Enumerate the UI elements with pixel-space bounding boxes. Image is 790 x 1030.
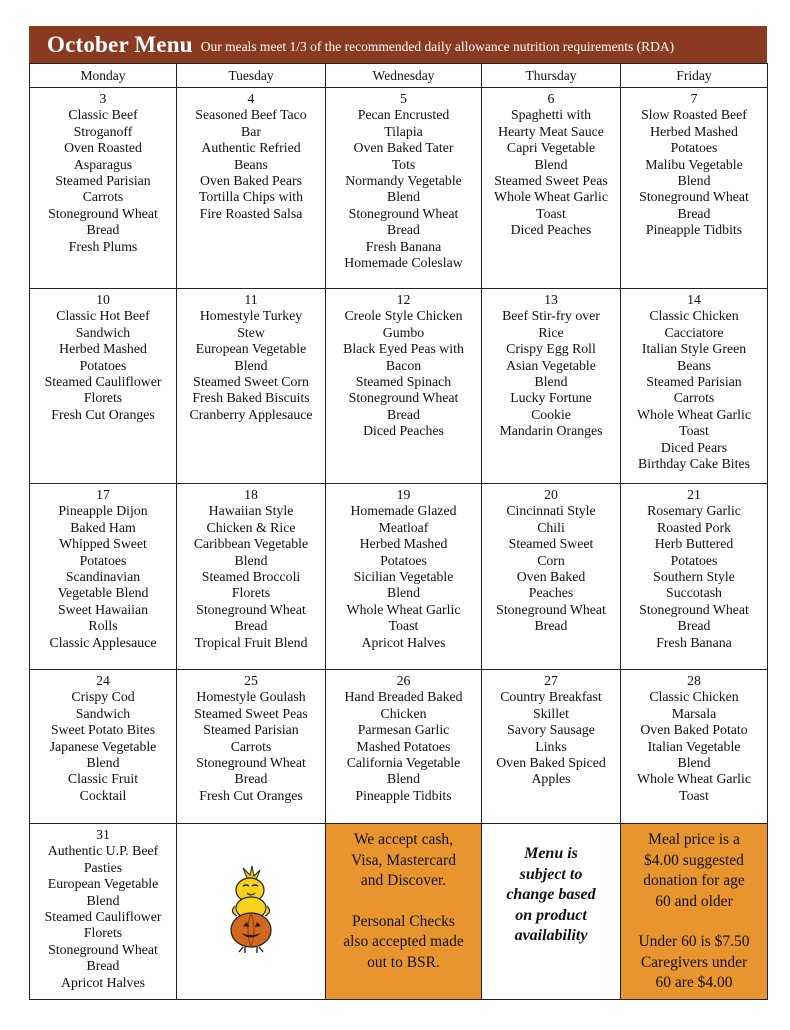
day-number: 24 <box>96 673 110 688</box>
day-number: 21 <box>687 487 701 502</box>
menu-item-line: Bread <box>387 406 420 422</box>
menu-item-line: Slow Roasted Beef <box>641 107 747 123</box>
menu-item-line: Steamed Cauliflower <box>44 374 162 390</box>
menu-item-line: Cocktail <box>79 787 127 803</box>
menu-item-line: Fresh Banana <box>656 634 732 650</box>
day-number: 17 <box>96 487 110 502</box>
menu-item-line: Homestyle Turkey <box>199 308 303 324</box>
menu-item-line: Bar <box>241 123 261 139</box>
menu-item-line: Stroganoff <box>73 123 133 139</box>
menu-item-line: Bread <box>234 771 268 787</box>
menu-item-line: Mandarin Oranges <box>499 423 603 439</box>
menu-notice-line: Menu is <box>524 845 578 862</box>
day-cell-27 <box>482 670 621 824</box>
day-number: 6 <box>547 91 555 106</box>
menu-item-line: Scandinavian <box>65 569 141 585</box>
menu-item-line: Bread <box>387 222 420 238</box>
menu-item-line: Chicken & Rice <box>206 519 296 535</box>
menu-item-line: Normandy Vegetable <box>345 173 462 189</box>
menu-item-line: Pineapple Dijon <box>58 503 148 519</box>
weekday-header: Monday <box>30 64 177 88</box>
menu-item-line: Blend <box>534 156 568 172</box>
menu-calendar <box>29 63 768 1000</box>
menu-item-line: Links <box>535 738 567 754</box>
menu-item-line: Blend <box>86 892 120 908</box>
menu-item-line: Cincinnati Style <box>506 503 596 519</box>
menu-item-line: Succotash <box>666 585 722 601</box>
menu-item-line: Steamed Parisian <box>55 173 151 189</box>
payment-info-line: Personal Checks <box>352 912 455 930</box>
menu-item-line: Fire Roasted Salsa <box>199 205 303 221</box>
day-cell-17 <box>30 484 177 670</box>
day-number: 20 <box>544 487 558 502</box>
menu-item-line: Oven Baked Potato <box>640 722 748 738</box>
menu-item-line: Spaghetti with <box>510 107 592 123</box>
menu-item-line: Toast <box>679 423 709 439</box>
menu-item-line: Herbed Mashed <box>359 536 448 552</box>
menu-item-line: Carrots <box>82 189 124 205</box>
menu-item-line: Whole Wheat Garlic <box>494 189 608 205</box>
menu-item-line: Fresh Banana <box>365 238 442 254</box>
menu-item-line: Tropical Fruit Blend <box>194 634 308 650</box>
day-cell-25 <box>177 670 326 824</box>
menu-item-line: Blend <box>387 189 420 205</box>
menu-item-line: Beans <box>234 156 268 172</box>
menu-item-line: Toast <box>388 618 419 634</box>
menu-item-line: Steamed Spinach <box>355 374 452 390</box>
menu-item-line: Stoneground Wheat <box>639 601 749 617</box>
mascot-cell <box>177 824 326 1000</box>
day-number: 5 <box>400 91 407 106</box>
day-cell-19 <box>326 484 482 670</box>
menu-item-line: Italian Vegetable <box>647 738 741 754</box>
menu-item-line: Skillet <box>532 705 570 721</box>
menu-item-line: Carrots <box>230 738 272 754</box>
day-number: 18 <box>244 487 258 502</box>
menu-item-line: Steamed Parisian <box>203 722 299 738</box>
menu-item-line: Bread <box>86 958 120 974</box>
menu-item-line: Steamed Parisian <box>646 374 742 390</box>
menu-item-line: Homestyle Goulash <box>196 689 306 705</box>
menu-item-line: Toast <box>679 787 709 803</box>
menu-item-line: Stoneground Wheat <box>639 189 749 205</box>
menu-item-line: Authentic U.P. Beef <box>47 843 159 859</box>
weekday-header: Wednesday <box>326 64 482 88</box>
menu-item-line: Hand Breaded Baked <box>344 689 463 705</box>
menu-item-line: Stoneground Wheat <box>348 390 459 406</box>
week-row-1 <box>30 88 768 289</box>
day-cell-13 <box>482 289 621 484</box>
menu-item-line: Stoneground Wheat <box>48 205 158 221</box>
menu-item-line: Classic Fruit <box>67 771 139 787</box>
menu-item-line: Fresh Baked Biscuits <box>192 390 310 406</box>
weekday-header: Friday <box>621 64 768 88</box>
menu-notice-line: change based <box>506 886 596 903</box>
menu-item-line: Fresh Cut Oranges <box>199 787 303 803</box>
day-number: 14 <box>687 292 701 307</box>
day-number: 10 <box>96 292 110 307</box>
menu-item-line: Japanese Vegetable <box>49 738 157 754</box>
menu-item-line: Steamed Sweet Corn <box>193 374 309 390</box>
weekday-header: Thursday <box>482 64 621 88</box>
menu-item-line: Blend <box>387 771 420 787</box>
menu-item-line: Sicilian Vegetable <box>353 569 454 585</box>
menu-item-line: Crispy Cod <box>71 689 135 705</box>
day-cell-20 <box>482 484 621 670</box>
payment-info-line: We accept cash, <box>353 831 453 848</box>
menu-item-line: Pineapple Tidbits <box>355 787 452 803</box>
menu-item-line: Creole Style Chicken <box>344 308 463 324</box>
menu-notice-line: availability <box>514 927 588 944</box>
menu-item-line: California Vegetable <box>346 755 461 771</box>
menu-item-line: Asparagus <box>73 156 133 172</box>
menu-item-line: Tots <box>391 156 416 172</box>
menu-item-line: Fresh Plums <box>68 238 138 254</box>
menu-item-line: Carrots <box>673 390 715 406</box>
day-number: 11 <box>244 292 258 307</box>
page-title: October Menu <box>47 31 193 57</box>
menu-notice-line: subject to <box>519 865 583 883</box>
menu-item-line: Apples <box>531 771 571 787</box>
menu-item-line: Steamed Broccoli <box>201 569 301 585</box>
menu-item-line: Fresh Cut Oranges <box>51 406 155 422</box>
menu-item-line: Potatoes <box>380 552 427 568</box>
menu-item-line: Sweet Potato Bites <box>50 722 156 738</box>
day-number: 13 <box>544 292 558 307</box>
menu-item-line: Classic Hot Beef <box>56 308 150 324</box>
menu-item-line: Lucky Fortune <box>510 390 592 406</box>
menu-item-line: Cranberry Applesauce <box>189 406 313 422</box>
day-cell-18 <box>177 484 326 670</box>
menu-item-line: Diced Pears <box>660 439 728 455</box>
menu-item-line: Whipped Sweet <box>59 536 147 552</box>
week-row-3 <box>30 484 768 670</box>
menu-item-line: Florets <box>83 925 123 941</box>
menu-item-line: Beans <box>677 357 711 373</box>
menu-item-line: Oven Baked Pears <box>200 173 302 189</box>
menu-item-line: Classic Chicken <box>649 689 739 705</box>
menu-item-line: Pineapple Tidbits <box>645 222 743 238</box>
day-cell-21 <box>621 484 768 670</box>
menu-item-line: Blend <box>534 374 568 390</box>
menu-item-line: Mashed Potatoes <box>356 738 451 754</box>
meal-price-line: Caregivers under <box>640 953 748 971</box>
day-cell-5 <box>326 88 482 289</box>
day-cell-6 <box>482 88 621 289</box>
menu-item-line: Cookie <box>531 406 571 422</box>
menu-item-line: Whole Wheat Garlic <box>346 601 461 617</box>
menu-item-line: Sandwich <box>75 705 131 721</box>
menu-item-line: Steamed Sweet Peas <box>494 173 608 189</box>
menu-item-line: Apricot Halves <box>361 634 446 650</box>
menu-item-line: Sandwich <box>75 324 131 340</box>
day-number: 12 <box>396 292 411 307</box>
menu-item-line: Classic Beef <box>68 107 138 123</box>
menu-item-line: Vegetable Blend <box>57 585 149 601</box>
meal-price-line: 60 and older <box>655 892 733 910</box>
weekday-header-row <box>30 64 768 88</box>
menu-item-line: Asian Vegetable <box>506 357 596 373</box>
menu-item-line: Blend <box>387 585 420 601</box>
menu-item-line: Diced Peaches <box>363 423 444 439</box>
day-cell-24 <box>30 670 177 824</box>
menu-item-line: Corn <box>537 552 565 568</box>
menu-item-line: Oven Baked <box>516 569 586 585</box>
menu-item-line: Potatoes <box>670 140 718 156</box>
menu-item-line: Rolls <box>88 618 118 634</box>
menu-item-line: Pecan Encrusted <box>357 107 450 123</box>
day-number: 28 <box>687 673 701 688</box>
menu-item-line: Stew <box>237 324 265 340</box>
menu-item-line: Tortilla Chips with <box>198 189 304 205</box>
menu-item-line: Authentic Refried <box>201 140 301 156</box>
day-number: 27 <box>544 673 558 688</box>
menu-item-line: Rosemary Garlic <box>647 503 741 519</box>
menu-item-line: European Vegetable <box>195 341 307 357</box>
menu-item-line: Herbed Mashed <box>650 123 738 139</box>
weekday-header: Tuesday <box>177 64 326 88</box>
menu-item-line: Capri Vegetable <box>506 140 596 156</box>
menu-item-line: Birthday Cake Bites <box>638 456 750 472</box>
menu-item-line: Peaches <box>528 585 574 601</box>
menu-item-line: Baked Ham <box>70 519 136 535</box>
day-cell-10 <box>30 289 177 484</box>
day-cell-12 <box>326 289 482 484</box>
menu-item-line: Potatoes <box>670 552 718 568</box>
menu-item-line: Florets <box>231 585 271 601</box>
menu-item-line: Blend <box>677 173 711 189</box>
menu-item-line: Stoneground Wheat <box>196 601 306 617</box>
menu-item-line: Oven Baked Tater <box>353 140 454 156</box>
day-number: 7 <box>690 91 698 106</box>
day-number: 25 <box>244 673 258 688</box>
menu-item-line: Apricot Halves <box>61 974 145 990</box>
payment-info-cell <box>326 824 482 1000</box>
menu-item-line: Stoneground Wheat <box>348 205 459 221</box>
meal-price-line: 60 are $4.00 <box>655 974 733 991</box>
menu-item-line: Italian Style Green <box>641 341 747 357</box>
menu-item-line: Classic Chicken <box>649 308 739 324</box>
meal-price-line: Meal price is a <box>648 831 740 848</box>
menu-item-line: Diced Peaches <box>510 222 592 238</box>
day-number: 3 <box>99 91 107 106</box>
week-row-5 <box>30 824 768 1000</box>
menu-item-line: Bread <box>86 222 120 238</box>
menu-item-line: Herbed Mashed <box>59 341 147 357</box>
menu-item-line: Steamed Cauliflower <box>44 909 162 925</box>
menu-item-line: Chili <box>537 519 565 535</box>
menu-item-line: Blend <box>234 552 268 568</box>
menu-item-line: Oven Roasted <box>64 140 142 156</box>
menu-item-line: Marsala <box>671 705 717 721</box>
menu-item-line: Southern Style <box>653 569 735 585</box>
menu-item-line: Caribbean Vegetable <box>193 536 309 552</box>
meal-price-line: $4.00 suggested <box>644 851 744 869</box>
meal-price-cell <box>621 824 768 1000</box>
day-cell-28 <box>621 670 768 824</box>
menu-item-line: Bread <box>677 205 711 221</box>
menu-item-line: Bread <box>234 618 268 634</box>
day-number: 19 <box>396 487 411 502</box>
menu-item-line: Blend <box>677 755 711 771</box>
menu-item-line: Pasties <box>83 859 123 875</box>
menu-item-line: Gumbo <box>382 324 425 340</box>
menu-item-line: Sweet Hawaiian <box>57 601 149 617</box>
menu-item-line: Whole Wheat Garlic <box>637 771 751 787</box>
menu-item-line: Meatloaf <box>378 519 429 535</box>
menu-item-line: Blend <box>86 755 120 771</box>
menu-item-line: Cacciatore <box>664 324 724 340</box>
menu-item-line: Stoneground Wheat <box>196 755 306 771</box>
woodstock-pumpkin-icon <box>219 866 283 954</box>
menu-item-line: Homemade Coleslaw <box>344 255 463 271</box>
payment-info-line: and Discover. <box>360 872 447 889</box>
menu-item-line: Crispy Egg Roll <box>506 341 596 357</box>
meal-price-line: Under 60 is $7.50 <box>638 933 750 950</box>
menu-item-line: Whole Wheat Garlic <box>637 406 751 422</box>
menu-item-line: Stoneground Wheat <box>496 601 606 617</box>
menu-item-line: Roasted Pork <box>657 519 731 535</box>
payment-info-line: also accepted made <box>343 933 464 950</box>
menu-item-line: European Vegetable <box>47 876 159 892</box>
payment-info-line: Visa, Mastercard <box>351 851 456 869</box>
week-row-2 <box>30 289 768 484</box>
menu-item-line: Potatoes <box>79 552 127 568</box>
day-cell-7 <box>621 88 768 289</box>
menu-header <box>29 26 767 63</box>
menu-item-line: Malibu Vegetable <box>645 156 743 172</box>
menu-item-line: Oven Baked Spiced <box>496 755 606 771</box>
day-cell-3 <box>30 88 177 289</box>
day-cell-26 <box>326 670 482 824</box>
menu-item-line: Steamed Sweet Peas <box>194 705 308 721</box>
menu-item-line: Bread <box>534 618 568 634</box>
meal-price-line: donation for age <box>643 872 745 889</box>
menu-item-line: Parmesan Garlic <box>357 722 450 738</box>
menu-item-line: Potatoes <box>79 357 127 373</box>
day-number: 31 <box>96 827 110 842</box>
menu-notice-cell <box>482 824 621 1000</box>
week-row-4 <box>30 670 768 824</box>
menu-item-line: Stoneground Wheat <box>48 941 158 957</box>
day-number: 4 <box>247 91 255 106</box>
day-number: 26 <box>396 673 411 688</box>
menu-item-line: Bread <box>677 618 711 634</box>
menu-item-line: Seasoned Beef Taco <box>195 107 307 123</box>
day-cell-4 <box>177 88 326 289</box>
day-cell-31 <box>30 824 177 1000</box>
menu-item-line: Hawaiian Style <box>208 503 294 519</box>
menu-item-line: Rice <box>538 324 564 340</box>
page-subtitle: Our meals meet 1/3 of the recommended daily allowance nutrition requirements (RDA) <box>200 38 675 54</box>
payment-info-line: out to BSR. <box>367 953 440 971</box>
day-cell-11 <box>177 289 326 484</box>
menu-item-line: Herb Buttered <box>654 536 734 552</box>
menu-item-line: Country Breakfast <box>500 689 602 705</box>
day-cell-14 <box>621 289 768 484</box>
menu-item-line: Classic Applesauce <box>49 634 157 650</box>
menu-item-line: Black Eyed Peas with <box>343 341 464 357</box>
menu-item-line: Hearty Meat Sauce <box>498 123 604 139</box>
menu-item-line: Homemade Glazed <box>350 503 457 519</box>
menu-item-line: Florets <box>83 390 123 406</box>
menu-item-line: Steamed Sweet <box>508 536 594 552</box>
menu-item-line: Tilapia <box>384 123 423 139</box>
menu-item-line: Blend <box>234 357 268 373</box>
menu-notice-line: on product <box>515 906 587 924</box>
menu-item-line: Bacon <box>385 357 422 373</box>
menu-item-line: Savory Sausage <box>507 722 595 738</box>
menu-item-line: Toast <box>536 205 566 221</box>
menu-item-line: Chicken <box>380 705 427 721</box>
menu-item-line: Beef Stir-fry over <box>502 308 600 324</box>
